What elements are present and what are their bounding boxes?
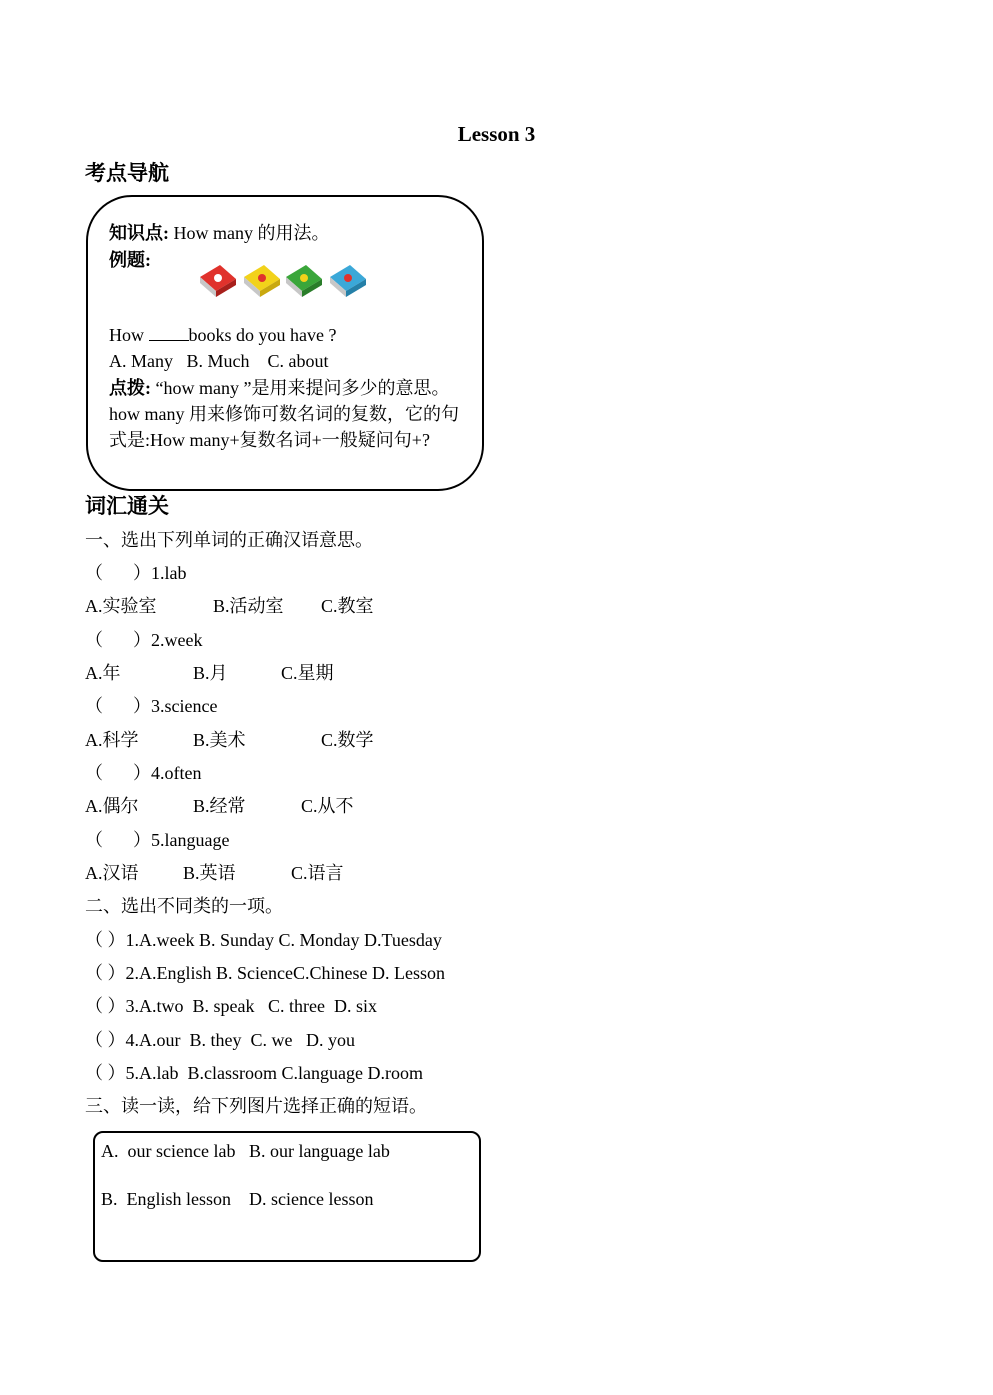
option-b: B.月 bbox=[193, 663, 228, 683]
part1-question-2 bbox=[85, 626, 202, 652]
part2-item-3: （ ）3.A.two B. speak C. three D. six bbox=[85, 996, 377, 1016]
part1-question-1 bbox=[85, 559, 187, 585]
paren-open: （ bbox=[85, 563, 103, 583]
option-a: A.汉语 bbox=[85, 863, 139, 883]
option-b: B.经常 bbox=[193, 796, 246, 816]
option-c: C.语言 bbox=[291, 863, 344, 883]
tip-paragraph bbox=[109, 375, 465, 453]
question-text: ）2.week bbox=[133, 630, 203, 650]
option-a: A.实验室 bbox=[85, 596, 157, 616]
question-text: ）5.language bbox=[133, 830, 230, 850]
part1-question-4 bbox=[85, 759, 201, 785]
part1-options-1 bbox=[85, 592, 374, 618]
book-yellow-icon bbox=[244, 265, 280, 297]
question-suffix: books do you have ? bbox=[188, 325, 337, 345]
part1-question-3 bbox=[85, 692, 217, 718]
tip-text: “how many ”是用来提问多少的意思。how many 用来修饰可数名词的复数，它的句式是:How many+复数名词+一般疑问句+? bbox=[109, 378, 459, 450]
section-heading-vocab: 词汇通关 bbox=[85, 494, 169, 518]
option-c: C.数学 bbox=[321, 730, 374, 750]
question-text: ）1.lab bbox=[133, 563, 187, 583]
knowledge-line bbox=[109, 219, 330, 245]
option-c: C.教室 bbox=[321, 596, 374, 616]
part1-options-5 bbox=[85, 859, 344, 885]
part2-item-4: （ ）4.A.our B. they C. we D. you bbox=[85, 1030, 355, 1050]
phrase-box bbox=[93, 1131, 481, 1262]
example-label: 例题: bbox=[109, 250, 151, 270]
example-question bbox=[109, 325, 336, 346]
phrase-row-1: A. our science lab B. our language lab bbox=[101, 1141, 390, 1161]
option-c: C.从不 bbox=[301, 796, 354, 816]
question-text: ）4.often bbox=[133, 763, 202, 783]
part1-options-2 bbox=[85, 659, 334, 685]
part1-options-3 bbox=[85, 726, 374, 752]
part2-title: 二、选出不同类的一项。 bbox=[85, 896, 283, 916]
part1-question-5 bbox=[85, 826, 229, 852]
knowledge-label: 知识点: bbox=[109, 223, 169, 243]
phrase-row-2: B. English lesson D. science lesson bbox=[101, 1189, 374, 1209]
paren-open: （ bbox=[85, 830, 103, 850]
option-b: B.美术 bbox=[193, 730, 246, 750]
part3-title: 三、读一读，给下列图片选择正确的短语。 bbox=[85, 1096, 427, 1116]
book-red-icon bbox=[200, 265, 236, 297]
option-b: B.英语 bbox=[183, 863, 236, 883]
page-title: Lesson 3 bbox=[457, 122, 536, 146]
book-green-icon bbox=[286, 265, 322, 297]
part2-item-5: （ ）5.A.lab B.classroom C.language D.room bbox=[85, 1063, 423, 1083]
example-box bbox=[86, 195, 484, 491]
part2-item-2: （ ）2.A.English B. ScienceC.Chinese D. Lesson bbox=[85, 963, 445, 983]
question-text: ）3.science bbox=[133, 696, 218, 716]
option-a: A.科学 bbox=[85, 730, 139, 750]
section-heading-guide: 考点导航 bbox=[85, 161, 169, 185]
paren-open: （ bbox=[85, 763, 103, 783]
part1-options-4 bbox=[85, 792, 354, 818]
paren-open: （ bbox=[85, 630, 103, 650]
part2-item-1: （ ）1.A.week B. Sunday C. Monday D.Tuesday bbox=[85, 930, 442, 950]
book-blue-icon bbox=[330, 265, 366, 297]
paren-open: （ bbox=[85, 696, 103, 716]
example-options: A. Many B. Much C. about bbox=[109, 351, 329, 371]
tip-label: 点拨: bbox=[109, 378, 151, 398]
option-a: A.偶尔 bbox=[85, 796, 139, 816]
knowledge-text: How many 的用法。 bbox=[169, 223, 330, 243]
question-prefix: How bbox=[109, 325, 149, 345]
part1-title: 一、选出下列单词的正确汉语意思。 bbox=[85, 530, 373, 550]
option-a: A.年 bbox=[85, 663, 121, 683]
books-image bbox=[186, 259, 372, 309]
option-c: C.星期 bbox=[281, 663, 334, 683]
answer-blank bbox=[149, 326, 189, 341]
option-b: B.活动室 bbox=[213, 596, 284, 616]
